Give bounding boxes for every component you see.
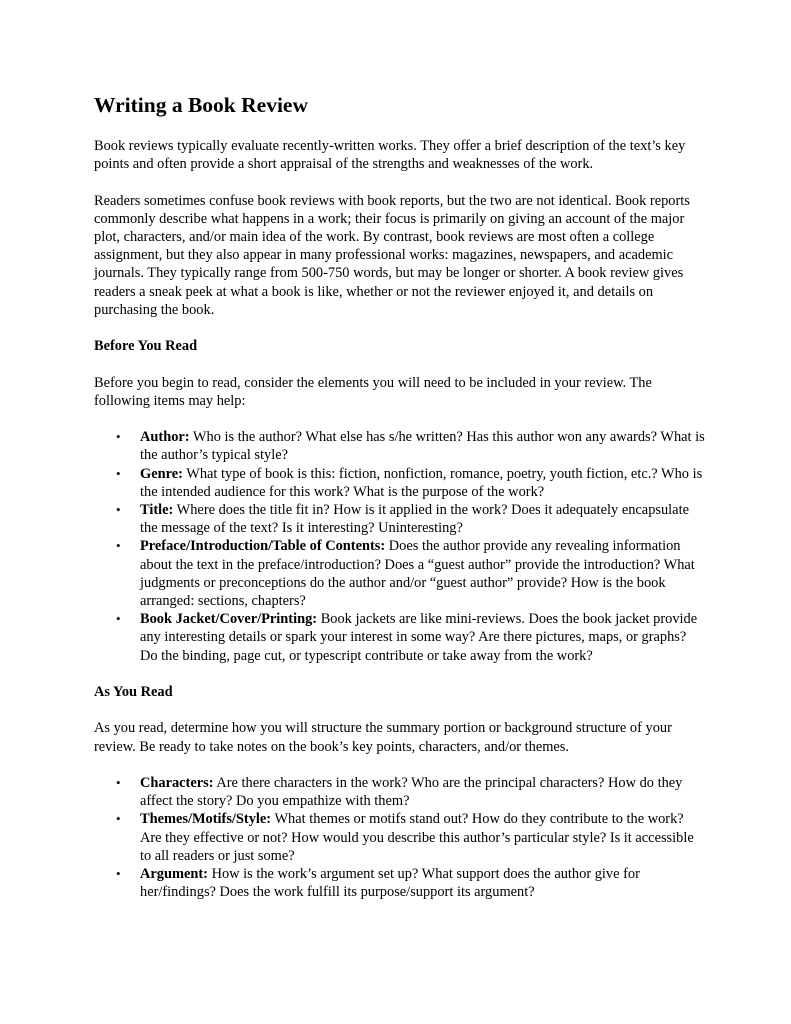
section-text-as-you-read: As you read, determine how you will structure the summary portion or background structure of your review. Be ready to take notes on the book’s key points, characters, and/or themes. bbox=[94, 720, 672, 755]
as-you-read-list bbox=[94, 774, 706, 901]
list-item bbox=[116, 810, 706, 865]
list-item bbox=[116, 774, 706, 810]
document-page bbox=[94, 92, 706, 920]
list-item-text: How is the work’s argument set up? What support does the author give for her/findings? Does the work fulfill its purpose/support its argument? bbox=[140, 866, 640, 901]
bullet-icon: • bbox=[116, 775, 121, 790]
list-item-text: What type of book is this: fiction, nonfiction, romance, poetry, youth fiction, etc.? Who is the intended audience for this work? What is the purpose of the work? bbox=[140, 465, 703, 500]
bullet-icon: • bbox=[116, 465, 121, 481]
list-item-term: Characters: bbox=[140, 775, 214, 791]
list-item-term: Argument: bbox=[140, 866, 208, 883]
bullet-icon: • bbox=[116, 866, 121, 882]
list-item bbox=[116, 537, 706, 610]
list-item-text: Where does the title fit in? How is it applied in the work? Does it adequately encapsulate the message of the text? Is it interesting? Uninteresting? bbox=[140, 502, 689, 537]
list-item bbox=[116, 465, 706, 501]
list-item bbox=[116, 610, 706, 665]
list-item-text: Does the author provide any revealing information about the text in the preface/introduction? Does a “guest author” provide the introduction? What judgments or preconceptions do the author and/or “guest author” provide? How is the book arranged: sections, chapters? bbox=[140, 538, 695, 610]
list-item-text: Who is the author? What else has s/he written? Has this author won any awards? What is the author’s typical style? bbox=[140, 429, 705, 464]
list-item bbox=[116, 428, 706, 464]
list-item-text: What themes or motifs stand out? How do they contribute to the work? Are they effective or not? How would you describe this author’s particular style? Is it accessible to all readers or just some? bbox=[140, 811, 694, 864]
document-title: Writing a Book Review bbox=[94, 93, 309, 117]
list-item-term: Title: bbox=[140, 502, 174, 518]
before-list bbox=[94, 428, 706, 665]
section-heading-before: Before You Read bbox=[94, 338, 198, 355]
bullet-icon: • bbox=[116, 611, 121, 627]
list-item-term: Genre: bbox=[140, 465, 183, 482]
list-item-term: Author: bbox=[140, 429, 190, 446]
list-item-term: Book Jacket/Cover/Printing: bbox=[140, 611, 318, 628]
list-item bbox=[116, 865, 706, 901]
list-item bbox=[116, 501, 706, 537]
bullet-icon: • bbox=[116, 538, 121, 554]
section-heading-as-you-read: As You Read bbox=[94, 684, 173, 701]
list-item-term: Preface/Introduction/Table of Contents: bbox=[140, 538, 386, 555]
section-text-before: Before you begin to read, consider the elements you will need to be included in your review. The following items may help: bbox=[94, 374, 652, 409]
list-item-term: Themes/Motifs/Style: bbox=[140, 811, 272, 828]
bullet-icon: • bbox=[116, 429, 121, 445]
bullet-icon: • bbox=[116, 811, 121, 827]
list-item-text: Book jackets are like mini-reviews. Does the book jacket provide any interesting details or spark your interest in some way? Are there pictures, maps, or graphs? Do the binding, page cut, or typescript contribute or take away from the work? bbox=[140, 611, 698, 664]
intro-paragraph: Readers sometimes confuse book reviews with book reports, but the two are not identical. Book reports commonly describe what happens in a work; their focus is primarily on giving an account of the major plot, characters, and/or main idea of the work. By contrast, book reviews are most often a college assignment, but they also appear in many professional works: magazines, newspapers, and academic journals. They typically range from 500-750 words, but may be longer or shorter. A book review gives readers a sneak peek at what a book is like, whether or not the reviewer enjoyed it, and details on purchasing the book. bbox=[94, 192, 690, 318]
list-item-text: Are there characters in the work? Who are the principal characters? How do they affect the story? Do you empathize with them? bbox=[140, 775, 683, 810]
bullet-icon: • bbox=[116, 502, 121, 517]
intro-paragraph: Book reviews typically evaluate recently-written works. They offer a brief description of the text’s key points and often provide a short appraisal of the strengths and weaknesses of the work. bbox=[94, 138, 686, 173]
